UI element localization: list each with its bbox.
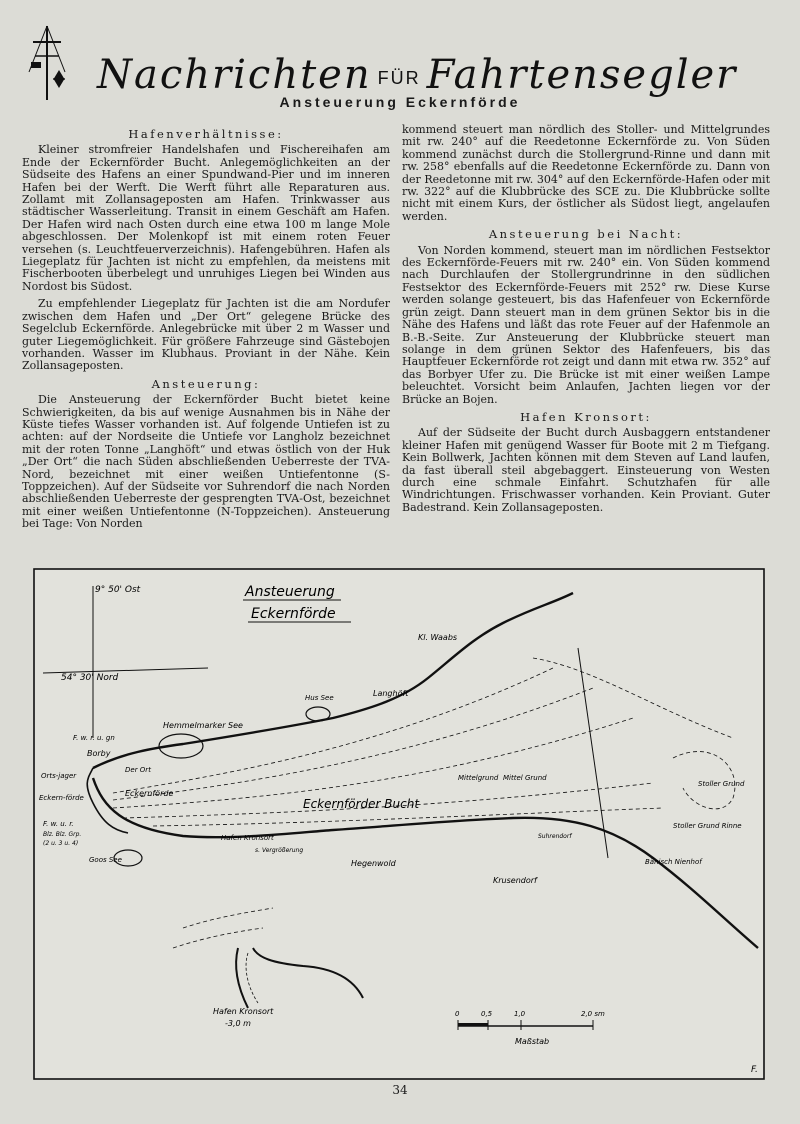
label-suhrendorf: Suhrendorf <box>538 833 572 840</box>
label-hafen-kronsort: Hafen Kronsort <box>221 834 274 842</box>
label-bltz2: (2 u. 3 u. 4) <box>43 840 79 847</box>
scale-10: 1,0 <box>514 1010 526 1018</box>
chart-map <box>33 568 765 1080</box>
label-eckernfoerde: Eckernförde <box>125 789 174 798</box>
map-title-1: Ansteuerung <box>245 584 335 600</box>
label-krusendorf: Krusendorf <box>493 876 537 885</box>
label-goos-see: Goos See <box>89 856 122 864</box>
lat-label: 54° 30' Nord <box>61 673 119 683</box>
label-hegenwold: Hegenwold <box>351 859 396 868</box>
section-heading: Ansteuerung: <box>151 376 261 391</box>
label-borby: Borby <box>87 749 111 758</box>
label-stoller-rinne: Stoller Grund Rinne <box>673 822 742 830</box>
label-kronsort-depth: -3,0 m <box>225 1019 251 1028</box>
title-fuer: FÜR <box>377 67 421 88</box>
label-kronsort-inset: Hafen Kronsort <box>213 1007 274 1016</box>
title-part1: Nachrichten <box>97 52 372 98</box>
label-fwrugn: F. w. r. u. gn <box>73 734 115 742</box>
scale-label: Maßstab <box>515 1037 550 1046</box>
label-baenisch-nienhof: Bänisch Nienhof <box>645 858 702 866</box>
title-part2: Fahrtensegler <box>426 52 738 98</box>
label-bucht: Eckernförder Bucht <box>303 797 420 811</box>
label-der-ort: Der Ort <box>125 766 151 774</box>
right-column <box>402 124 770 519</box>
label-fwur: F. w. u. r. <box>43 820 74 828</box>
paragraph: Kleiner stromfreier Handelshafen und Fischereihafen am Ende der Eckernförder Bucht. Anlegemöglichkeiten an der Südseite des Hafens an einer Spundwand-Pier und im inneren Hafen bei der Werft. Die Werft führt alle Reparaturen aus. Zollamt mit Zollansageposten am Hafen. Trinkwasser aus städtischer Wasserleitung. Transit in einem Geschäft am Hafen. Der Hafen wird nach Osten durch eine etwa 100 m lange Mole abgeschlossen. Der Molenkopf ist mit einem roten Feuer versehen (s. Leuchtfeuerverzeichnis). Hafengebühren. Hafen als Liegeplatz für Jachten ist nicht zu empfehlen, da meistens mit Fischerbooten überbelegt und unruhiges Liegen bei Winden aus Nordost bis Südost. <box>22 143 390 293</box>
lon-label: 9° 50' Ost <box>95 585 141 595</box>
label-eckernfoerde-town: Eckern-förde <box>39 794 84 802</box>
section-heading: Hafen Kronsort: <box>520 409 652 424</box>
page-subtitle: Ansteuerung Eckernförde <box>279 94 521 110</box>
scale-20: 2,0 sm <box>581 1010 605 1018</box>
label-mittelgrund: Mittelgrund <box>458 774 499 782</box>
section-heading: Hafenverhältnisse: <box>128 127 284 141</box>
label-bltz: Blz. Blz. Grp. <box>43 831 82 838</box>
scale-05: 0,5 <box>481 1010 493 1018</box>
paragraph: Auf der Südseite der Bucht durch Ausbaggern entstandener kleiner Hafen mit genügend Wasser für Boote mit 2 m Tiefgang. Kein Bollwerk, Jachten können mit dem Steven auf Land laufen, da fast überall steil abgebaggert. Einsteuerung von Westen durch eine schmale Einfahrt. Schutzhafen für alle Windrichtungen. Frischwasser vorhanden. Kein Proviant. Guter Badestrand. Kein Zollansageposten. <box>402 426 770 514</box>
label-vergroesserung: s. Vergrößerung <box>255 847 304 854</box>
label-stoller-grund: Stoller Grund <box>698 780 745 788</box>
label-ortsjager: Orts-jager <box>41 772 77 780</box>
page-number: 34 <box>392 1083 408 1097</box>
section-heading: Ansteuerung bei Nacht: <box>488 227 684 242</box>
page-title <box>97 52 737 98</box>
label-langhoeft: Langhöft <box>373 689 409 698</box>
paragraph: Die Ansteuerung der Eckernförder Bucht bietet keine Schwierigkeiten, da bis auf wenige Ausnahmen bis in Nähe der Küste tiefes Wasser vorhanden ist. Auf folgende Untiefen ist zu achten: auf der Nordseite die Untiefe vor Langholz bezeichnet mit der roten Tonne „Langhöft“ und etwas östlich von der Huk „Der Ort“ die nach Süden abschließenden Ueberreste der TVA-Nord, bezeichnet mit einer weißen Untiefentonne (S-Toppzeichen). Auf der Südseite vor Suhrendorf die nach Norden abschließenden Ueberreste der gesprengten TVA-Ost, bezeichnet mit einer weißen Untiefentonne (N-Toppzeichen). Ansteuerung bei Tage: Von Norden <box>22 393 390 531</box>
signature: F. <box>751 1065 758 1075</box>
scale-0: 0 <box>455 1010 460 1018</box>
label-hemmelmarker: Hemmelmarker See <box>163 721 243 730</box>
paragraph: Von Norden kommend, steuert man im nördlichen Festsektor des Eckernförde-Feuers mit rw. 240° ein. Von Süden kommend nach Durchlaufen der Stollergrundrinne in den südlichen Festsektor des Eckernförde-Feuers mit 252° rw. Diese Kurse werden solange gesteuert, bis das Hafenfeuer von Eckernförde grün zeigt. Dann steuert man in dem grünen Sektor bis in die Nähe des Hafens und läßt das rote Feuer auf der Hafenmole an B.-B.-Seite. Zur Ansteuerung der Klubbrücke steuert man solange in dem grünen Sektor des Hafenfeuers, bis das Hauptfeuer Eckernförde rot zeigt und dann mit etwa rw. 352° auf das Borbyer Ufer zu. Die Brücke ist mit einer weißen Lampe beleuchtet. Vorsicht beim Anlaufen, Jachten liegen vor der Brücke an Bojen. <box>402 243 770 406</box>
map-title-2: Eckernförde <box>251 606 336 622</box>
paragraph: Zu empfehlender Liegeplatz für Jachten ist die am Nordufer zwischen dem Hafen und „Der Ort“ gelegene Brücke des Segelclub Eckernförde. Anlegebrücke mit über 2 m Wasser und guter Liegemöglichkeit. Für größere Fahrzeuge sind Gästebojen vorhanden. Wasser im Klubhaus. Proviant in der Nähe. Kein Zollansageposten. <box>22 297 390 373</box>
paragraph: kommend steuert man nördlich des Stoller- und Mittelgrundes mit rw. 240° auf die Reedetonne Eckernförde zu. Von Süden kommend zunächst durch die Stollergrund-Rinne und dann mit rw. 258° ebenfalls auf die Reedetonne Eckernförde zu. Dann von der Reedetonne mit rw. 304° auf den Eckernförde-Hafen oder mit rw. 322° auf die Klubbrücke des SCE zu. Die Klubbrücke sollte nicht mit einem Kurs, der östlicher als Südost liegt, angelaufen werden. <box>402 123 770 223</box>
left-column <box>22 124 390 536</box>
label-mittel-grund: Mittel Grund <box>503 774 547 782</box>
label-kl-waabs: Kl. Waabs <box>418 633 458 642</box>
mast-logo-icon <box>25 22 95 102</box>
label-hus-see: Hus See <box>305 694 334 702</box>
